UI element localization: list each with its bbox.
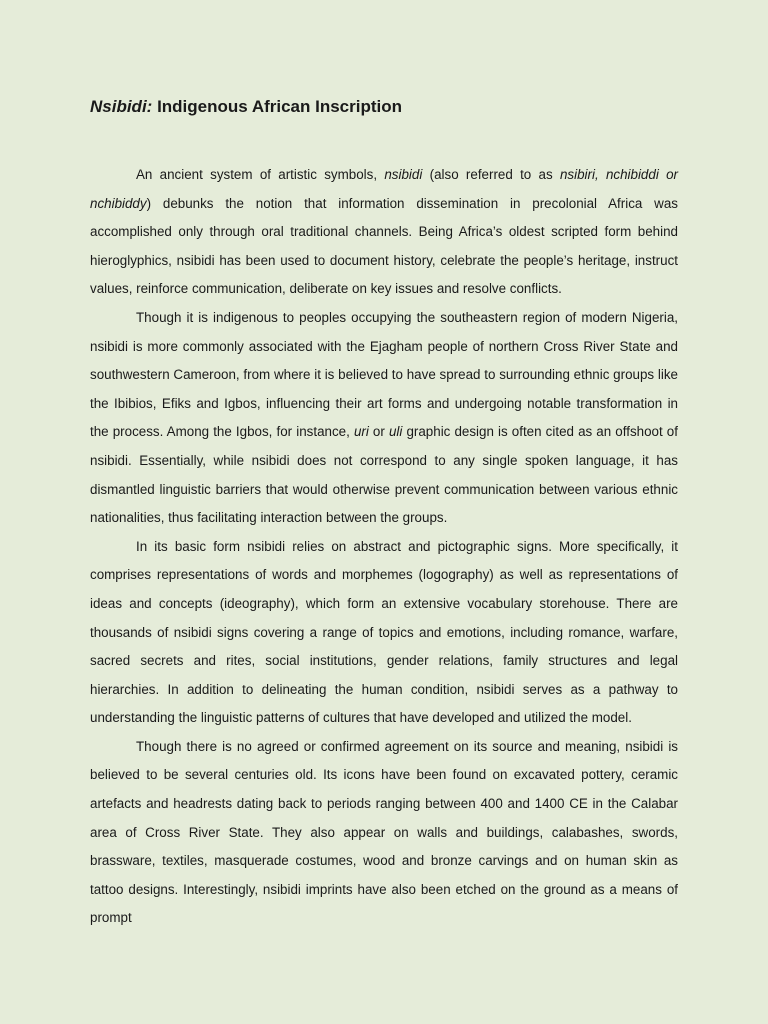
p1-text-e: ) debunks the notion that information dissemination in precolonial Africa was accomplished only through oral traditional channels. Being Africa’s oldest scripted form behind hieroglyphics, nsibidi has been used to document history, celebrate the people’s heritage, instruct values, reinforce communication, deliberate on key issues and resolve conflicts. — [90, 195, 678, 297]
p2-text-c: or — [368, 424, 389, 440]
p2-text-a: Though it is indigenous to peoples occupying the southeastern region of modern Nigeria, nsibidi is more commonly associated with the Ejagham people of northern Cross River State and southwestern Cameroon, from where it is believed to have spread to surrounding ethnic groups like the Ibibios, Efiks and Igbos, influencing their art forms and undergoing notable transformation in the process. Among the Igbos, for instance, — [90, 309, 678, 440]
p2-italic-b: uri — [353, 424, 369, 440]
p1-italic-d: nsibiri, nchibiddi or nchibiddy — [90, 167, 678, 211]
p1-text-a: An ancient system of artistic symbols, — [136, 167, 385, 182]
document-title — [90, 95, 678, 119]
p2-text-e: graphic design is often cited as an offshoot of nsibidi. Essentially, while nsibidi does not correspond to any single spoken language, it has dismantled linguistic barriers that would otherwise prevent communication between various ethnic nationalities, thus facilitating interaction between the groups. — [90, 424, 678, 526]
paragraph-2 — [90, 304, 678, 533]
p1-italic-b: nsibidi — [384, 167, 423, 182]
p1-text-c: (also referred to as — [422, 167, 560, 182]
paragraph-4: Though there is no agreed or confirmed agreement on its source and meaning, nsibidi is believed to be several centuries old. Its icons have been found on excavated pottery, ceramic artefacts and headrests dating back to periods ranging between 400 and 1400 CE in the Calabar area of Cross River State. They also appear on walls and buildings, calabashes, swords, brassware, textiles, masquerade costumes, wood and bronze carvings and on human skin as tattoo designs. Interestingly, nsibidi imprints have also been etched on the ground as a means of prompt — [90, 738, 678, 926]
title-rest: Indigenous African Inscription — [152, 97, 403, 116]
paragraph-1 — [90, 161, 678, 304]
p2-italic-d: uli — [388, 424, 403, 440]
paragraph-3: In its basic form nsibidi relies on abstract and pictographic signs. More specifically, it comprises representations of words and morphemes (logography) as well as representations of ideas and concepts (ideography), which form an extensive vocabulary storehouse. There are thousands of nsibidi signs covering a range of topics and emotions, including romance, warfare, sacred secrets and rites, social institutions, gender relations, family structures and legal hierarchies. In addition to delineating the human condition, nsibidi serves as a pathway to understanding the linguistic patterns of cultures that have developed and utilized the model. — [90, 538, 678, 726]
title-italic: Nsibidi: — [90, 97, 153, 116]
